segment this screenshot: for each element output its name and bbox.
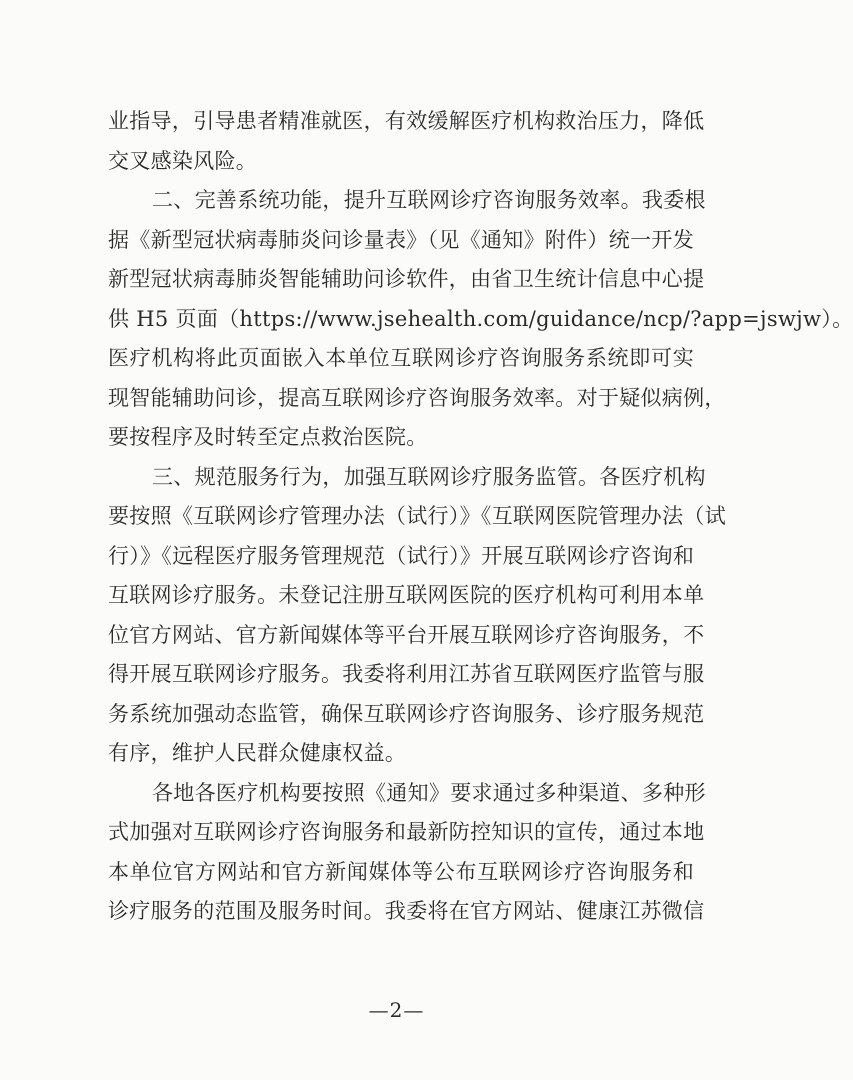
text-line: 行）》《远程医疗服务管理规范（试行）》开展互联网诊疗咨询和 <box>108 543 695 568</box>
text-line: 得开展互联网诊疗服务。我委将利用江苏省互联网医疗监管与服 <box>108 662 705 686</box>
text-line: 务系统加强动态监管，确保互联网诊疗咨询服务、诊疗服务规范 <box>108 701 705 726</box>
paragraph-start-line: 各地各医疗机构要按照《通知》要求通过多种渠道、多种形 <box>152 780 706 805</box>
text-line: 要按照《互联网诊疗管理办法（试行）》《互联网医院管理办法（试 <box>108 504 726 528</box>
text-line: 要按程序及时转至定点救治医院。 <box>108 425 428 449</box>
text-line: 本单位官方网站和官方新闻媒体等公布互联网诊疗咨询服务和 <box>108 859 694 884</box>
url-line: 供 H5 页面（https://www.jsehealth.com/guidance/ncp/?app=jswjw）。 <box>108 306 853 331</box>
text-line: 交叉感染风险。 <box>108 148 258 173</box>
text-line: 互联网诊疗服务。未登记注册互联网医院的医疗机构可利用本单 <box>108 583 705 607</box>
text-line: 据《新型冠状病毒肺炎问诊量表》（见《通知》附件）统一开发 <box>108 227 694 252</box>
text-line: 医疗机构将此页面嵌入本单位互联网诊疗咨询服务系统即可实 <box>108 346 694 370</box>
text-line: 业指导，引导患者精准就医，有效缓解医疗机构救治压力，降低 <box>108 109 705 133</box>
text-line: 诊疗服务的范围及服务时间。我委将在官方网站、健康江苏微信 <box>108 899 705 923</box>
paragraph-heading-line: 二、完善系统功能，提升互联网诊疗咨询服务效率。我委根 <box>152 188 706 212</box>
text-line: 现智能辅助问诊，提高互联网诊疗咨询服务效率。对于疑似病例， <box>108 385 726 410</box>
body-text <box>108 102 853 932</box>
text-line: 位官方网站、官方新闻媒体等平台开展互联网诊疗咨询服务，不 <box>108 622 705 647</box>
text-line: 有序，维护人民群众健康权益。 <box>108 741 407 765</box>
text-line: 新型冠状病毒肺炎智能辅助问诊软件，由省卫生统计信息中心提 <box>108 267 705 291</box>
page-number: —2— <box>368 998 425 1022</box>
paragraph-heading-line: 三、规范服务行为，加强互联网诊疗服务监管。各医疗机构 <box>152 464 706 489</box>
text-line: 式加强对互联网诊疗咨询服务和最新防控知识的宣传，通过本地 <box>108 820 705 844</box>
